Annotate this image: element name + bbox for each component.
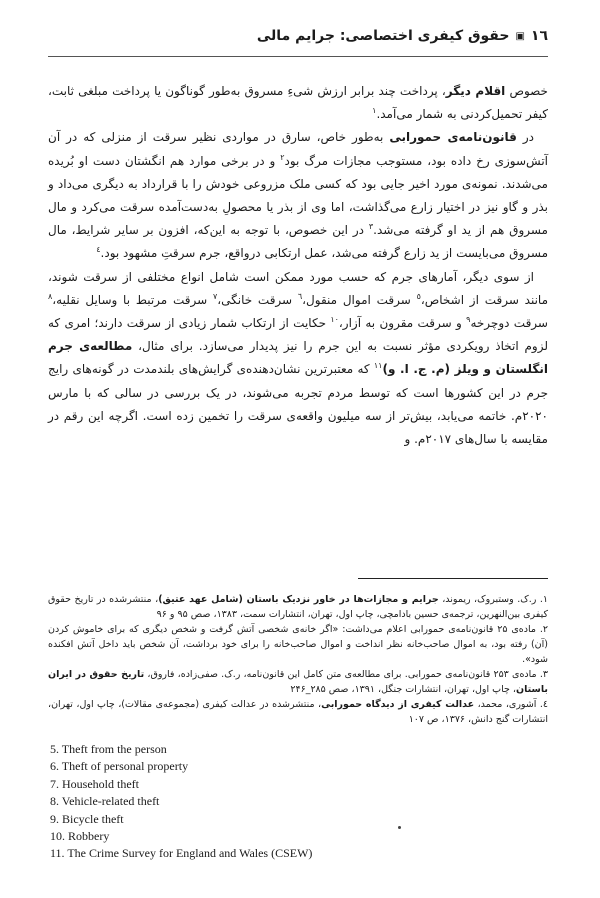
footnote-7: 7. Household theft [50,776,139,791]
running-title: حقوق کیفری اختصاصی: جرایم مالی [256,28,510,44]
running-header [48,28,548,50]
footnote-ref: ٥ [416,291,421,301]
footnote-6: 6. Theft of personal property [50,759,189,774]
paragraph-2: در قانون‌نامه‌ی حمورابی به‌طور خاص، سارق در مواردی نظیر سرقت از منزلی که در آن آتش‌سوزی رخ داده بود، مستوجب مجازات مرگ بود$^٢$ و در برخی موارد هم انگشتان دست او بُریده می‌شدند. نمونه‌ی مورد اخیر جایی بود که کسی ملک مزروعی خودش را با قرارداد به دیگری می‌داد و بذر و گاو نیز در اختیار زارع می‌گذاشت، اما وی از بذر یا محصولِ به‌دست‌آمده سرقت می‌کرد و مال مسروق هم از ید او گرفته می‌شد.$^٣$ در این خصوص، با توجه به این‌که، افزون بر سایر شرایط، مال مسروق می‌بایست از ید زارع گرفته می‌شد، عمل ارتکابی درواقع، جرم سرقتِ مشهود بود.$^٤$ [48,130,548,261]
footnote-9: 9. Bicycle theft [50,811,124,826]
header-divider [48,56,548,57]
emphasis: اقلام دیگر [445,84,506,98]
footnotes-persian [48,592,548,727]
footnote-2: ٢. ماده‌ی ۲۵ قانون‌نامه‌ی حمورابی اعلام می‌داشت: «اگر خانه‌ی شخصی آتش گرفت و شخص دیگری که برای خاموش کردن (آن) رفته بود، به اموال صاحب‌خانه نظر انداخت و اموال صاحب‌خانه را برای خود برداشت، آن شخص باید داخل آتش افکنده شود». [48,624,548,665]
footnote-8: 8. Vehicle-related theft [50,794,160,809]
paragraph-1: خصوص اقلام دیگر، پرداخت چند برابر ارزش شیءِ مسروق به‌طور گوناگون یا پرداخت مبلغی ثابت، کیفر تحمیل‌کردنی به شمار می‌آمد.$^١$ [48,84,548,122]
footnote-ref: ٣ [368,222,374,232]
footnote-ref: ٦ [297,291,303,301]
emphasis: مطالعه‌ی جرم انگلستان و ویلز (م. ج. ا. و) [48,339,548,377]
print-speck [398,826,401,829]
footnote-10: 10. Robbery [50,829,110,844]
footnote-ref: ٨ [48,291,53,301]
footnote-ref: ٧ [212,291,218,301]
footnote-4: ٤. آشوری، محمد، عدالت کیفری از دیدگاه حمورابی، منتشرشده در عدالت کیفری (مجموعه‌ی مقالات)، چاپ اول، تهران، انتشارات گنج دانش، ۱۳۷۶، ص ۱۰۷ [48,699,549,725]
footnote-ref: ١ [372,106,377,116]
main-text [48,80,548,451]
footnote-ref: ١٠ [330,315,339,325]
footnote-1: ١. ر.ک. وستبروک، ریموند، جرایم و مجازات‌ها در خاور نزدیک باستان (شامل عهد عتیق)، منتشرشده در تاریخ حقوق کیفری بین‌النهرین، ترجمه‌ی حسین بادامچی، چاپ اول، تهران، انتشارات سمت، ۱۳۸۳، صص ۹۵ و ۹۶ [48,594,549,620]
footnote-3: ٣. ماده‌ی ۲۵۳ قانون‌نامه‌ی حمورابی. برای مطالعه‌ی متن کامل این قانون‌نامه، ر.ک. صفی‌زاده، فاروق، تاریخ حقوق در ایران باستان، چاپ اول، تهران، انتشارات جنگل، ۱۳۹۱، صص ۲۸۵_۲۴۶ [48,669,548,695]
footnotes-english [50,741,450,863]
emphasis: قانون‌نامه‌ی حمورابی [389,130,517,145]
footnote-ref: ٢ [280,152,285,162]
page-number: ١٦ [530,28,548,44]
paragraph-3: از سوی دیگر، آمارهای جرم که حسب مورد ممکن است شامل انواع مختلفی از سرقت شوند، مانند سرقت از اشخاص،$^٥$ سرقت اموال منقول،$^٦$ سرقت خانگی،$^٧$ سرقت مرتبط با وسایل نقلیه،$^٨$ سرقت دوچرخه$^٩$ و سرقت مقرون به آزار،$^{١٠}$ حکایت از ارتکاب شمار زیادی از سرقت دارند؛ امری که لزوم اتخاذ رویکردی مؤثر نسبت به این جرم را نیز پدیدار می‌سازد. برای مثال، مطالعه‌ی جرم انگلستان و ویلز (م. ج. ا. و)$^{١١}$ که معتبرترین نشان‌دهنده‌ی گرایش‌های بلندمدت در گونه‌های رایج جرم در این کشورها است که توسط مردم تجربه می‌شوند، در یک بررسی در سالی که با مارس ۲۰۲۰م. خاتمه می‌یابد، بیش‌تر از سه میلیون واقعه‌ی سرقت را تخمین زده است. اگرچه این رقم در مقایسه با سال‌های ۲۰۱۷م. و [48,269,548,447]
footnote-ref: ١١ [373,361,383,371]
footnote-5: 5. Theft from the person [50,742,167,756]
footnote-ref: ٤ [96,245,101,255]
footnote-ref: ٩ [466,315,471,325]
square-ornament-icon: ▣ [515,31,525,42]
footnote-11: 11. The Crime Survey for England and Wales (CSEW) [50,846,313,861]
footnote-divider [358,578,548,579]
